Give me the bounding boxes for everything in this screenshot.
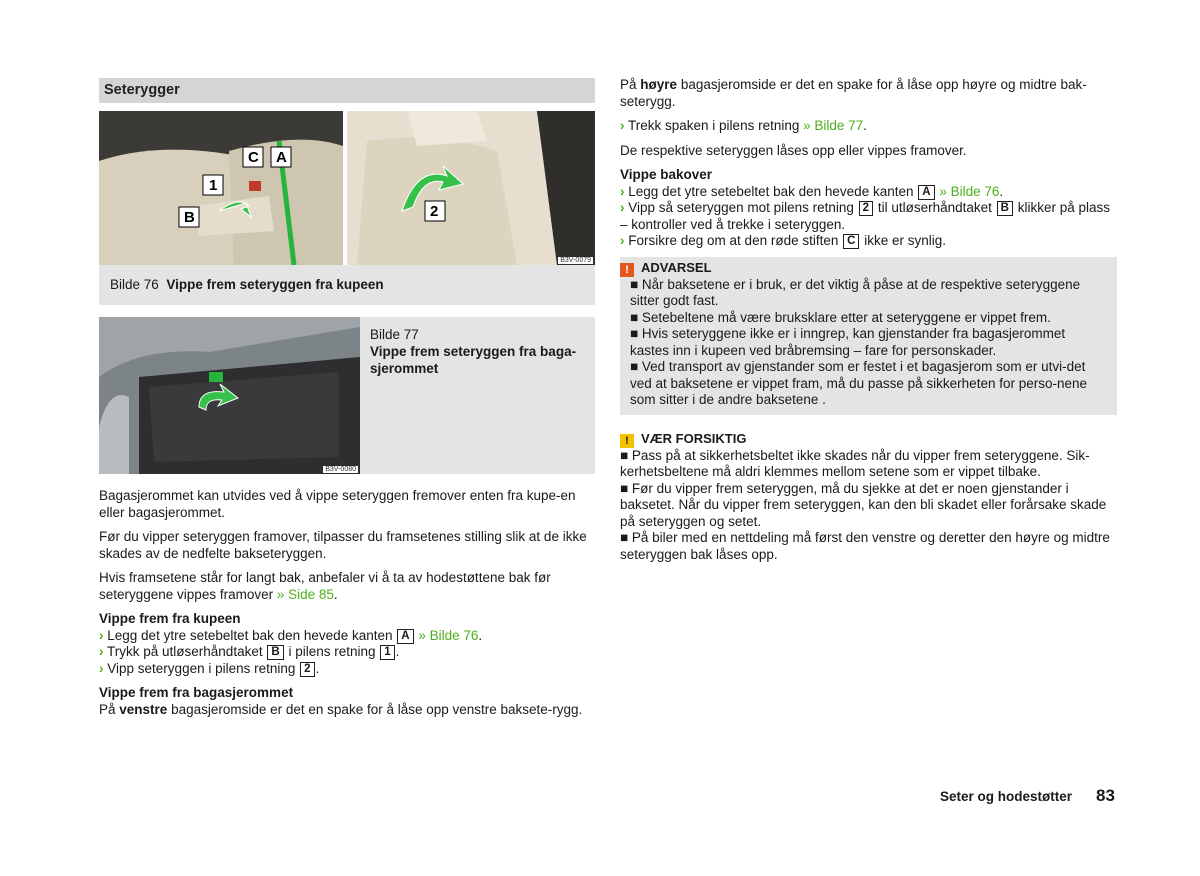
heading-vippe-bakover: Vippe bakover — [620, 167, 713, 182]
warning-item: ■ Når baksetene er i bruk, er det viktig å påse at de respektive seteryggene sitter godt fast. — [630, 276, 1081, 308]
caution-item: ■ Pass på at sikkerhetsbeltet ikke skades når du vipper frem seteryggene. Sik-kerhetsbeltene må aldri klemmes mellom setene som er vippet tilbake. — [620, 447, 1090, 479]
label-2: 2 — [430, 203, 439, 220]
heading-fra-kupeen: Vippe frem fra kupeen — [99, 611, 241, 626]
step-item: › Legg det ytre setebeltet bak den hevede kanten A » Bilde 76. — [620, 183, 1004, 199]
right-paragraph-1: På høyre bagasjeromside er det en spake for å låse opp høyre og midtre bak-seterygg. — [620, 77, 1087, 109]
figure-76-caption — [99, 265, 595, 305]
step-item: › Trekk spaken i pilens retning » Bilde 77. — [620, 118, 867, 133]
caution-title: VÆR FORSIKTIG — [641, 430, 747, 446]
figure-76-photo-left — [99, 111, 343, 265]
label-b: B — [184, 209, 195, 226]
key-2: 2 — [859, 201, 873, 216]
left-body — [99, 488, 595, 718]
warning-item: ■ Ved transport av gjenstander som er festet i et bagasjerom som er utvi-det ved at baksetene er vippet fram, må du passe på sikkerheten for perso-nene som sitter i de andre baksetene . — [630, 359, 1088, 407]
warning-item: ■ Hvis seteryggene ikke er i inngrep, kan gjenstander fra bagasjerommet kastes inn i kupeen ved bråbremsing – fare for personskader. — [630, 326, 1066, 358]
paragraph-2: Før du vipper seteryggen framover, tilpasser du framsetenes stilling slik at de ikke skades av de nedfelte bakseteryggen. — [99, 529, 587, 561]
caution-item: ■ Før du vipper frem seteryggen, må du sjekke at det er noen gjenstander i baksetet. Når du vipper frem seteryggen, kan den bli skadet eller forårsake skade på seteryggen og setet. — [620, 480, 1107, 529]
link-bilde-76[interactable]: » Bilde 76 — [418, 627, 479, 643]
warning-header — [620, 259, 1107, 277]
caution-item: ■ På biler med en nettdeling må først den venstre og deretter den høyre og midtre seteryggen bak låses opp. — [620, 530, 1110, 562]
figure-76 — [99, 111, 595, 265]
step-item: › Forsikre deg om at den røde stiften C ikke er synlig. — [620, 233, 946, 248]
label-1: 1 — [209, 177, 218, 194]
trunk-lever-illustration — [99, 317, 360, 474]
caption-77-text: Vippe frem seteryggen fra baga-sjerommet — [370, 344, 577, 376]
caption-76-text: Vippe frem seteryggen fra kupeen — [166, 277, 384, 292]
caution-icon: ! — [620, 434, 634, 448]
image-code-77: B3V-0080 — [325, 466, 356, 473]
page-number: 83 — [1096, 786, 1115, 805]
right-paragraph-2: De respektive seteryggen låses opp eller vippes framover. — [620, 142, 967, 158]
key-1: 1 — [380, 645, 394, 660]
key-a: A — [397, 629, 413, 644]
right-column — [620, 77, 1117, 563]
step-item: › Legg det ytre setebeltet bak den hevede kanten A » Bilde 76. — [99, 627, 483, 643]
footer-title: Seter og hodestøtter — [940, 789, 1073, 804]
warning-box — [620, 257, 1117, 415]
left-column — [99, 78, 595, 718]
key-a: A — [918, 185, 934, 200]
figure-77-caption — [370, 326, 585, 377]
warning-title: ADVARSEL — [641, 259, 712, 275]
heading-fra-bagasjerommet: Vippe frem fra bagasjerommet — [99, 685, 294, 700]
figure-76-photo-right — [347, 111, 595, 265]
seat-back-illustration — [347, 111, 595, 265]
caption-76-number: Bilde 76 — [110, 277, 159, 292]
key-b: B — [997, 201, 1013, 216]
label-a: A — [276, 149, 287, 166]
step-item: › Vipp seteryggen i pilens retning 2 . — [99, 660, 320, 676]
paragraph-1: Bagasjerommet kan utvides ved å vippe seteryggen fremover enten fra kupe-en eller bagasjerommet. — [99, 488, 576, 520]
figure-77 — [99, 317, 595, 474]
link-bilde-77[interactable]: » Bilde 77 — [803, 118, 864, 133]
warning-item: ■ Setebeltene må være bruksklare etter at seteryggene er vippet frem. — [630, 309, 1051, 325]
image-code-76: B3V-0079 — [560, 257, 591, 264]
key-b: B — [267, 645, 283, 660]
key-c: C — [843, 234, 859, 249]
seat-belt-release-illustration — [99, 111, 343, 265]
label-c: C — [248, 149, 259, 166]
paragraph-3-text: Hvis framsetene står for langt bak, anbefaler vi å ta av hodestøttene bak før seteryggene vippes framover — [99, 570, 551, 602]
warning-icon: ! — [620, 263, 634, 277]
link-bilde-76[interactable]: » Bilde 76 — [939, 183, 1000, 199]
caption-77-number: Bilde 77 — [370, 327, 419, 342]
figure-77-photo — [99, 317, 360, 474]
caution-header — [620, 430, 1117, 448]
step-item: › Trykk på utløserhåndtaket B i pilens retning 1 . — [99, 644, 400, 659]
paragraph-4: På venstre bagasjeromside er det en spake for å låse opp venstre baksete-rygg. — [99, 701, 583, 717]
step-item: › Vipp så seteryggen mot pilens retning 2 til utløserhåndtaket B klikker på plass – kontroller ved å trekke i seteryggen. — [620, 200, 1111, 232]
key-2: 2 — [300, 662, 314, 677]
link-side-85[interactable]: » Side 85 — [276, 586, 334, 602]
section-title: Seterygger — [99, 78, 595, 103]
paragraph-3: Hvis framsetene står for langt bak, anbefaler vi å ta av hodestøttene bak før seteryggene vippes framover » Side 85. — [99, 570, 551, 602]
